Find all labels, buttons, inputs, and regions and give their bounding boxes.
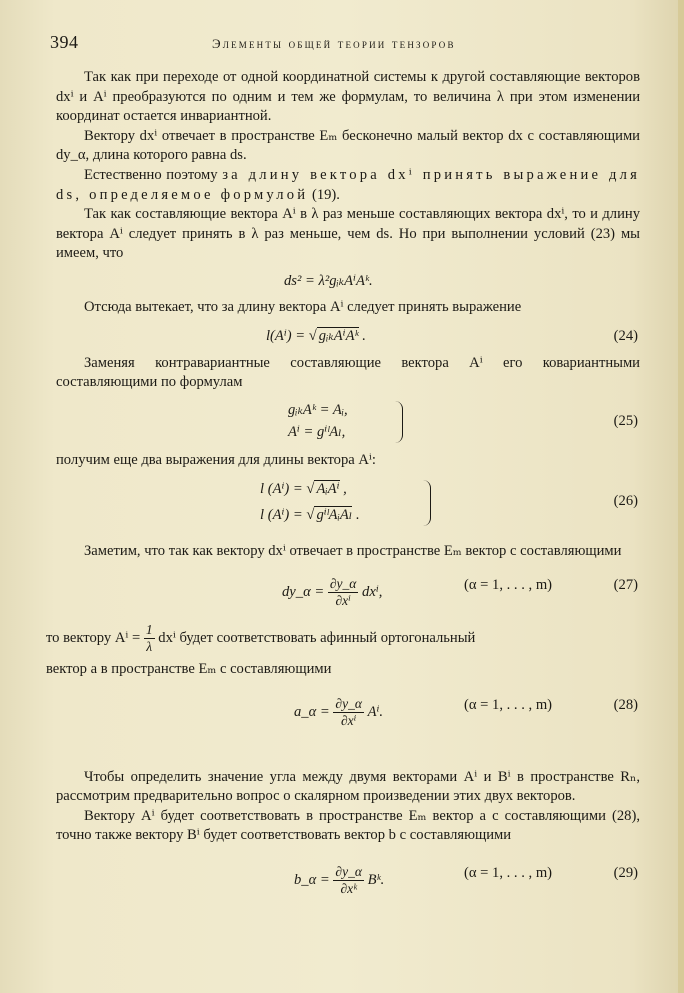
page-edge-stain [678,0,684,993]
paragraph-7: получим еще два выражения для длины вектора Aⁱ: [56,451,376,468]
equation-27-denominator: ∂xⁱ [335,592,351,608]
equation-27 [56,562,640,616]
paragraph-12: Вектору Aⁱ будет соответствовать в пространстве Eₘ вектор a с составляющими (28), точно также вектору Bⁱ будет соответствовать вектор b с составляющими [56,807,640,844]
equation-26-line-1-radicand: AᵢAⁱ [316,481,340,498]
paragraph-3-end: (19). [311,186,340,203]
running-title: Элементы общей теории тензоров [212,36,456,51]
equation-25-brace [394,401,403,443]
equation-26 [56,474,640,534]
page-number: 394 [50,32,79,52]
inline-fraction [144,622,155,655]
equation-27-condition: (α = 1, . . . , m) [464,576,553,593]
equation-29-fraction [333,864,364,897]
paragraph-10: вектор a в пространстве Eₘ с составляющими [46,660,332,677]
equation-24-lhs: l(Aⁱ) = [266,327,306,344]
paragraph-2: Вектору dxⁱ отвечает в пространстве Eₘ бесконечно малый вектор dx с составляющими dy_α, длина которого равна ds. [56,127,640,164]
paragraph-6: Заменяя контравариантные составляющие вектора Aⁱ его ковариантными составляющими по формулам [56,354,640,391]
equation-27-rhs: dxⁱ, [362,583,383,600]
paragraph-3-spaced: за длину вектора dxⁱ принять выражение для ds, определяемое формулой [56,166,640,203]
equation-26-line-2-lhs: l (Aⁱ) = [260,507,303,524]
equation-25-number: (25) [613,412,638,429]
equation-25-line-1: gᵢₖAᵏ = Aᵢ, [288,401,348,418]
equation-25-line-2: Aⁱ = gⁱˡAₗ, [288,423,346,440]
equation-24-number: (24) [613,327,638,344]
equation-27-number: (27) [613,576,638,593]
inline-fraction-numerator: 1 [145,621,153,637]
paragraph-5: Отсюда вытекает, что за длину вектора Aⁱ следует принять выражение [84,298,522,315]
paragraph-3-start: Естественно поэтому [84,166,218,183]
equation-29-number: (29) [613,864,638,881]
equation-28-number: (28) [613,696,638,713]
equation-27-expr [282,576,382,609]
equation-26-line-1-lhs: l (Aⁱ) = [260,481,303,498]
paragraph-3 [56,166,640,205]
equation-28-expr [294,696,383,729]
paragraph-4: Так как составляющие вектора Aⁱ в λ раз меньше составляющих вектора dxⁱ, то и длину вектора Aⁱ следует принять в λ раз меньше, чем ds. Но при выполнении условий (23) мы имеем, что [56,206,640,262]
equation-28-condition: (α = 1, . . . , m) [464,696,553,713]
equation-24 [56,318,640,354]
equation-28-numerator: ∂y_α [335,695,362,711]
equation-26-line-2-radicand: gⁱˡAᵢAₗ [316,507,353,524]
equation-25 [56,399,640,451]
inline-fraction-denominator: λ [146,638,153,654]
paragraph-11: Чтобы определить значение угла между двумя векторами Aⁱ и Bⁱ в пространстве Rₙ, рассмотрим предварительно вопрос о скалярном произведении этих двух векторов. [56,768,640,805]
equation-26-brace [422,480,431,526]
equation-29-numerator: ∂y_α [335,863,362,879]
equation-24-expr: l(Aⁱ) = √ gᵢₖAⁱAᵏ . [266,327,366,344]
equation-27-numerator: ∂y_α [329,575,357,591]
equation-28-rhs: Aⁱ. [367,703,384,720]
paragraph-9 [46,616,640,660]
paragraph-1: Так как при переходе от одной координатной системы к другой составляющие векторов dxⁱ и Aⁱ преобразуются по одним и тем же формулам, то величина λ при этом изменении координат остается инвариантной. [56,69,640,125]
paragraph-9-line [46,622,475,655]
equation-28-fraction [333,696,364,729]
equation-29-denominator: ∂xᵏ [340,880,357,896]
equation-24-radicand: gᵢₖAⁱAᵏ [318,327,359,344]
page-header [50,32,650,56]
equation-26-line-2: l (Aⁱ) = √ gⁱˡAᵢAₗ . [260,507,360,524]
equation-26-number: (26) [613,493,638,510]
equation-26-line-1: l (Aⁱ) = √ AᵢAⁱ , [260,481,347,498]
equation-28-denominator: ∂xⁱ [340,712,357,728]
equation-29-rhs: Bᵏ. [367,871,385,888]
paragraph-9-end: dxⁱ будет соответствовать афинный ортогональный [158,629,476,646]
paragraph-9-start: то вектору Aⁱ = [46,629,141,646]
equation-29 [56,846,640,902]
equation-28-lhs: a_α = [294,703,330,720]
formula-ds2 [56,264,640,298]
formula-ds2-expr: ds² = λ²gᵢₖAⁱAᵏ. [284,272,373,289]
equation-29-expr [294,864,384,897]
page-body [46,68,640,902]
equation-27-fraction [328,576,359,609]
equation-29-condition: (α = 1, . . . , m) [464,864,553,881]
paragraph-8: Заметим, что так как вектору dxⁱ отвечает в пространстве Eₘ вектор с составляющими [84,543,622,560]
equation-28 [56,680,640,738]
equation-29-lhs: b_α = [294,871,330,888]
equation-27-lhs: dy_α = [282,583,325,600]
